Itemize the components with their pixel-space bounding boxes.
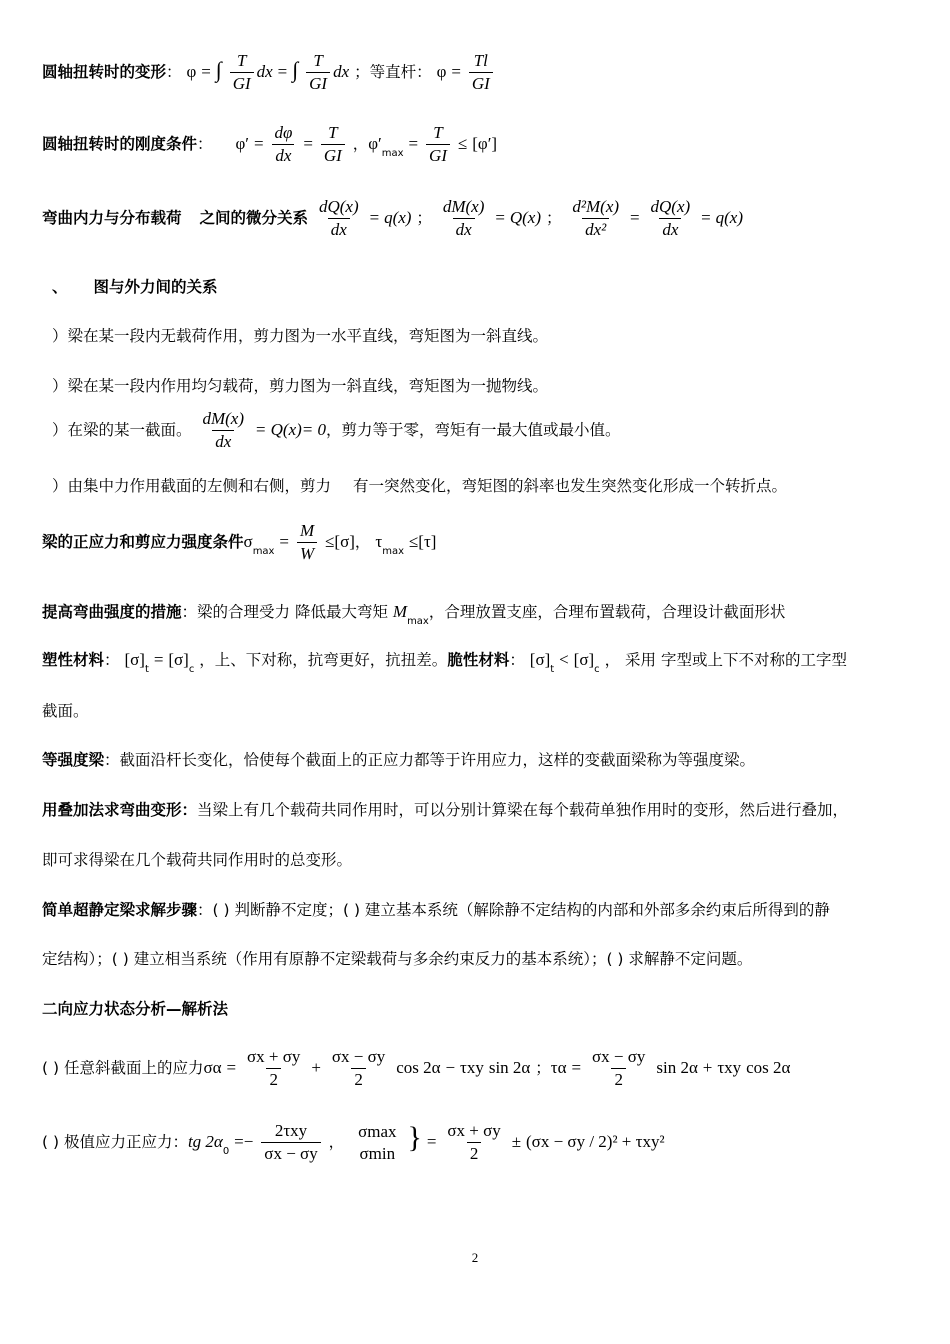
fraction-t-gip: $\frac{T}{GI}$ [321,122,345,167]
fraction-sum-over-2: $\frac{\sigma x + \sigma y}{2}$ [247,1047,301,1089]
phi-symbol: φ [186,62,197,81]
fraction-m-w: $\frac{M}{W}$ [297,520,317,565]
fraction-t-over-gip: $\frac{T}{GI}$ [230,50,254,95]
equals: = [201,62,211,81]
fraction-dm-dx-rule: $\frac{dM(x)}{dx}$ [202,409,244,451]
rule-3: ）在梁的某一截面。 $\frac{dM(x)}{dx}$ = Q(x)= 0，剪力等于零，弯矩有一最大值或最小值。 [52,409,621,451]
strength-condition-line: 梁的正应力和剪应力强度条件$\sigma_{max}$ = $\frac{M}{W}$ ≤[σ]， $\tau_{max} \le[\tau]$ [42,521,437,563]
rule-1: ）梁在某一段内无载荷作用，剪力图为一水平直线，弯矩图为一斜直线。 [52,327,549,345]
fraction-dq-dx-2: $\frac{dQ(x)}{dx}$ [650,197,691,239]
diagram-relations-heading: 、 图与外力间的关系 [52,278,218,296]
fraction-mean-stress: $\frac{\sigma x + \sigma y}{2}$ [447,1121,501,1163]
superposition-line-cont: 即可求得梁在几个载荷共同作用时的总变形。 [42,851,353,869]
materials-line: 塑性材料： $[\sigma]_t = [\sigma]_c$ ，上、下对称，抗弯更好，抗扭差。脆性材料： $[\sigma]_t < [\sigma]_c$ ， 采用 字型或上下不对称的工字型 [42,650,847,675]
uniform-shaft-label: 等直杆： [369,63,432,81]
fraction-dm-dx: $\frac{dM(x)}{dx}$ [442,197,485,239]
dx: dx [256,62,273,81]
fraction-d2m-dx2: $\frac{\text{d²M(x)}}{\text{dx²}}$ [572,197,620,239]
fraction-dq-dx: $\frac{dQ(x)}{dx}$ [318,197,359,239]
torsion-stiffness-line: 圆轴扭转时的刚度条件： φ′ = $\frac{d\varphi}{dx}$ = $\frac{T}{GI}$ ，$\varphi'_{max}$ = $\frac{T}{GI}$ ≤ [φ′] [42,123,498,165]
torsion-stiffness-label: 圆轴扭转时的刚度条件 [42,135,198,153]
torsion-deformation-label: 圆轴扭转时的变形 [42,63,167,81]
radius-term: (σx − σy / 2)² + τxy² [526,1132,665,1151]
fraction-tan-angle: $\frac{\text{2τxy}}{\sigma x - \sigma y}$ [261,1120,320,1165]
fraction-dphi-dx: $\frac{d\varphi}{dx}$ [271,122,295,167]
page-number: 2 [471,1250,479,1265]
rule-2: ）梁在某一段内作用均匀载荷，剪力图为一斜直线，弯矩图为一抛物线。 [52,377,549,395]
materials-line-cont: 截面。 [42,702,89,720]
equal-strength-line: 等强度梁：截面沿杆长变化，恰使每个截面上的正应力都等于许用应力，这样的变截面梁称为等强度梁。 [42,751,756,769]
superposition-line: 用叠加法求弯曲变形：当梁上有几个载荷共同作用时，可以分别计算梁在每个载荷单独作用时的变形，然后进行叠加， [42,801,849,819]
bending-differential-line: 弯曲内力与分布载荷 之间的微分关系 $\frac{dQ(x)}{dx}$ = q(x) ； $\frac{dM(x)}{dx}$ = Q(x) ； $\frac{\text{d²M(x)}}{\text{dx²}}$ = $\frac{dQ(x)}{dx}$ = q(x) [42,197,744,239]
indeterminate-steps-cont: 定结构）；( ) 建立相当系统（作用有原静不定梁载荷与多余约束反力的基本系统）；( ) 求解静不定问题。 [42,950,753,968]
integral-sign: ∫ [215,57,222,82]
indeterminate-steps-line: 简单超静定梁求解步骤：( ) 判断静不定度；( ) 建立基本系统（解除静不定结构的内部和外部多余约束后所得到的静 [42,901,830,919]
fraction-tl-over-gip: $\frac{Tl}{GI}$ [469,50,493,95]
torsion-deformation-line: 圆轴扭转时的变形： φ = ∫ $\frac{T}{GI}$ dx = ∫ $\frac{T}{GI}$ dx ；等直杆： φ = $\frac{Tl}{GI}$ [42,50,496,95]
plane-stress-heading: 二向应力状态分析—解析法 [42,1000,229,1018]
max-min-stack: σmax σmin [358,1121,397,1163]
improve-strength-line: 提高弯曲强度的措施：梁的合理受力 降低最大弯矩 $M_{max}$，合理放置支座，合理布置载荷，合理设计截面形状 [42,602,786,627]
rule-4: ）由集中力作用截面的左侧和右侧，剪力 有一突然变化，弯矩图的斜率也发生突然变化形成一个转折点。 [52,477,788,495]
allowable-twist: [φ′] [472,134,498,153]
fraction-t-gip-max: $\frac{T}{GI}$ [426,122,450,167]
colon: ： [166,63,182,81]
fraction-diff-over-2-tau: $\frac{\sigma x - \sigma y}{2}$ [592,1047,646,1089]
fraction-diff-over-2: $\frac{\sigma x - \sigma y}{2}$ [331,1047,386,1089]
fraction-t-over-gip-2: $\frac{T}{GI}$ [306,50,330,95]
extreme-stress-line: ( ) 极值应力正应力：tg $2\alpha_0$ =− $\frac{\text{2τxy}}{\sigma x - \sigma y}$ ， σmax σmin } = $\frac{\sigma x + \sigma y}{2}$ ± (σx − σy / 2)² + τxy² [42,1121,665,1163]
bending-load-label: 弯曲内力与分布载荷 [42,209,182,227]
oblique-stress-line: ( ) 任意斜截面上的应力σα = $\frac{\sigma x + \sigma y}{2}$ + $\frac{\sigma x - \sigma y}{2}$ cos 2α − τxy sin 2α ；τα = $\frac{\sigma x - \sigma y}{2}$ sin 2α + τxy cos 2α [42,1047,791,1089]
right-brace: } [407,1121,422,1154]
